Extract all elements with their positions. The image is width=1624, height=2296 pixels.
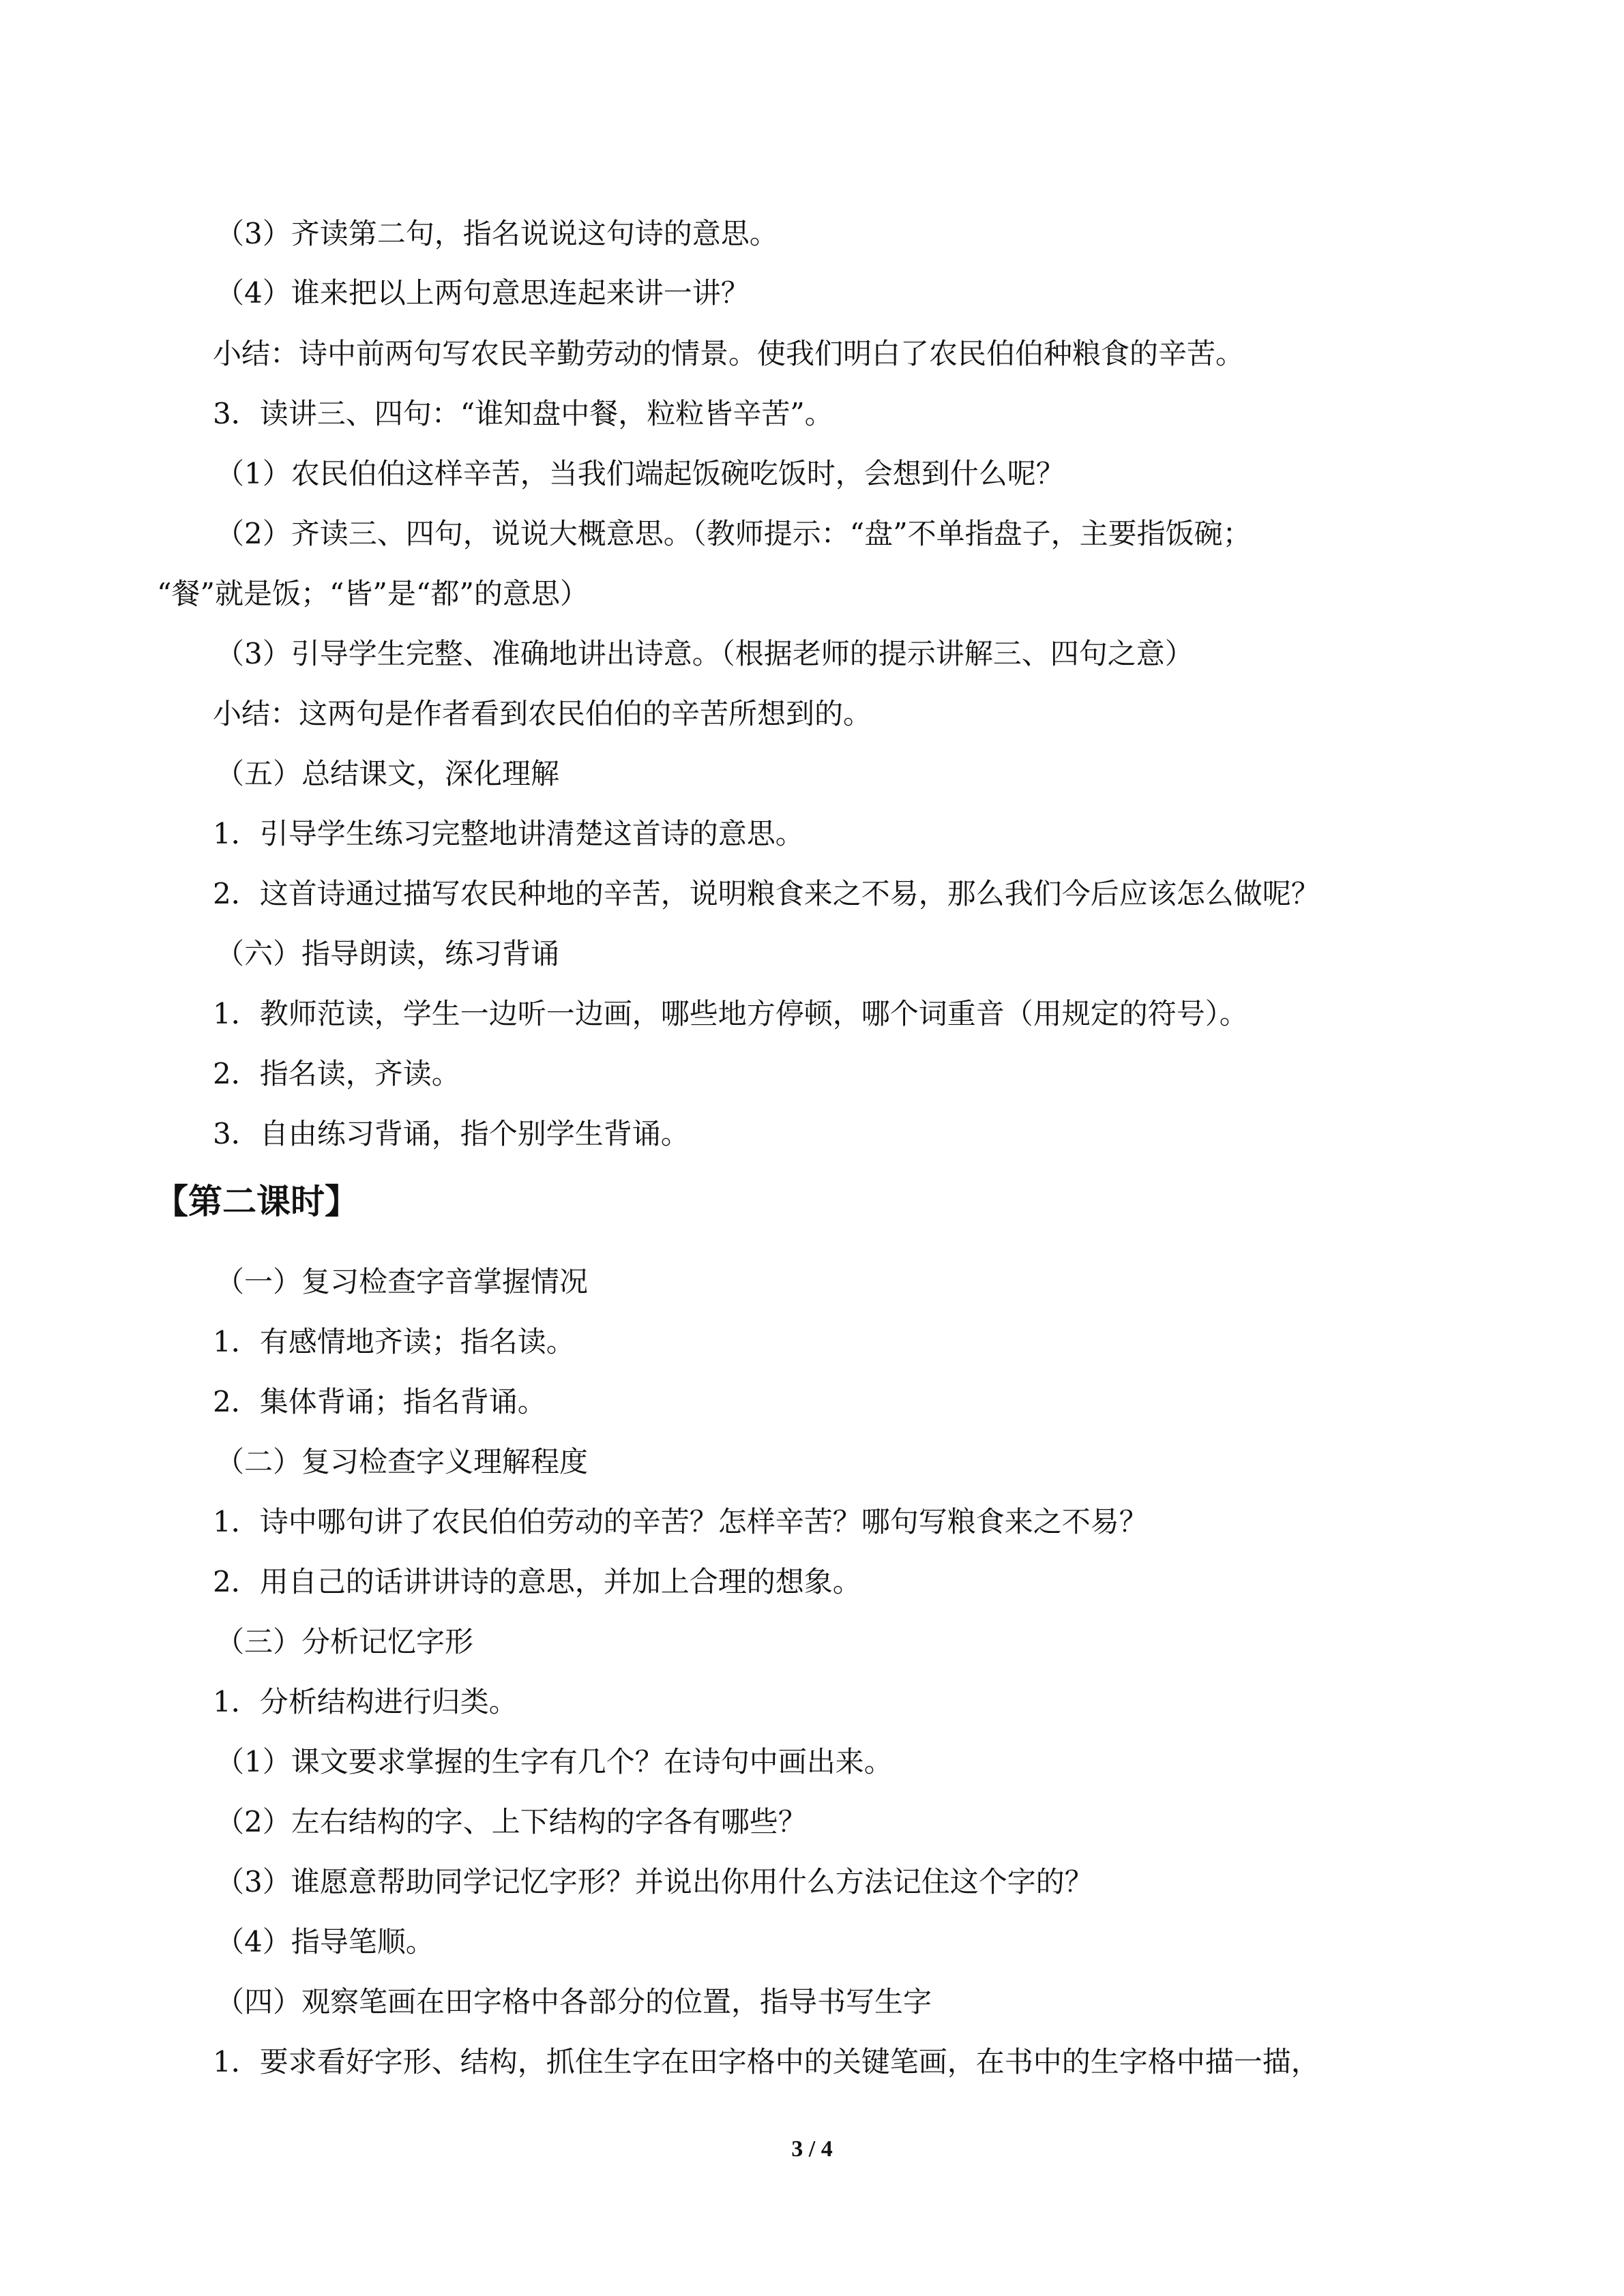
text-line: （五）总结课文，深化理解	[216, 757, 560, 790]
text-line: “餐”就是饭；“皆”是“都”的意思）	[157, 577, 589, 610]
text-line: 3．读讲三、四句：“谁知盘中餐，粒粒皆辛苦”。	[213, 397, 833, 430]
text-line: （六）指导朗读，练习背诵	[216, 937, 560, 970]
text-line: （4）指导笔顺。	[216, 1925, 434, 1958]
page-number: 3 / 4	[791, 2136, 833, 2162]
text-line: 2．集体背诵；指名背诵。	[213, 1385, 546, 1418]
text-line: （3）谁愿意帮助同学记忆字形？并说出你用什么方法记住这个字的？	[216, 1865, 1093, 1898]
text-line: （四）观察笔画在田字格中各部分的位置，指导书写生字	[216, 1985, 932, 2018]
text-line: 小结：这两句是作者看到农民伯伯的辛苦所想到的。	[213, 697, 872, 730]
text-line: （3）齐读第二句，指名说说这句诗的意思。	[216, 217, 778, 250]
text-line: （4）谁来把以上两句意思连起来讲一讲？	[216, 276, 750, 310]
text-line: （2）齐读三、四句，说说大概意思。（教师提示：“盘”不单指盘子，主要指饭碗；	[216, 517, 1252, 550]
text-line: 1．引导学生练习完整地讲清楚这首诗的意思。	[213, 817, 804, 850]
section-heading: 【第二课时】	[154, 1182, 359, 1221]
text-line: （2）左右结构的字、上下结构的字各有哪些？	[216, 1805, 807, 1838]
text-line: （三）分析记忆字形	[216, 1625, 474, 1658]
text-line: （1）课文要求掌握的生字有几个？在诗句中画出来。	[216, 1745, 893, 1778]
text-line: 2．指名读，齐读。	[213, 1057, 460, 1090]
text-line: 1．诗中哪句讲了农民伯伯劳动的辛苦？怎样辛苦？哪句写粮食来之不易？	[213, 1505, 1148, 1538]
text-line: 1．分析结构进行归类。	[213, 1685, 518, 1718]
text-line: 1．教师范读，学生一边听一边画，哪些地方停顿，哪个词重音（用规定的符号）。	[213, 997, 1248, 1030]
text-line: 1．有感情地齐读；指名读。	[213, 1325, 575, 1358]
text-line: （一）复习检查字音掌握情况	[216, 1265, 589, 1298]
text-line: 小结：诗中前两句写农民辛勤劳动的情景。使我们明白了农民伯伯种粮食的辛苦。	[213, 337, 1245, 370]
text-line: （1）农民伯伯这样辛苦，当我们端起饭碗吃饭时，会想到什么呢？	[216, 457, 1065, 490]
text-line: 3．自由练习背诵，指个别学生背诵。	[213, 1117, 690, 1150]
text-line: 2．用自己的话讲讲诗的意思，并加上合理的想象。	[213, 1565, 861, 1598]
text-line: 2．这首诗通过描写农民种地的辛苦，说明粮食来之不易，那么我们今后应该怎么做呢？	[213, 877, 1320, 910]
text-line: （二）复习检查字义理解程度	[216, 1445, 589, 1478]
text-line: 1．要求看好字形、结构，抓住生字在田字格中的关键笔画，在书中的生字格中描一描，	[213, 2045, 1320, 2078]
text-line: （3）引导学生完整、准确地讲出诗意。（根据老师的提示讲解三、四句之意）	[216, 637, 1194, 670]
